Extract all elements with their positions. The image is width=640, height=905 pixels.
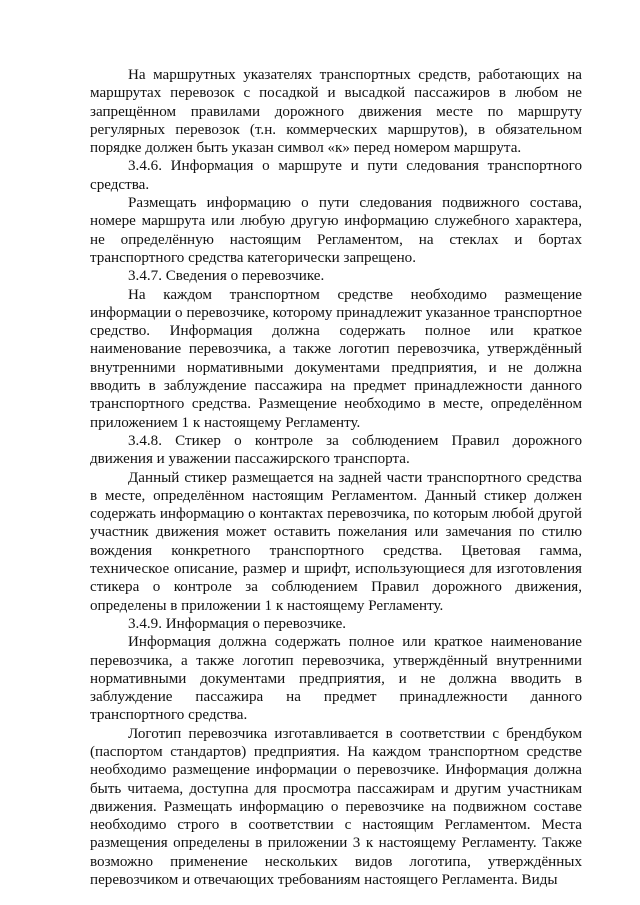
paragraph-commercial-routes-symbol: На маршрутных указателях транспортных средств, работающих на маршрутах перевозок с посадкой и высадкой пассажиров в любом не запрещённом правилами дорожного движения месте по маршруту регулярных перевозок (т.н. коммерческих маршрутов), в обязательном порядке должен быть указан символ «к» перед номером маршрута. (90, 67, 582, 157)
section-heading-3-4-9: 3.4.9. Информация о перевозчике. (128, 615, 347, 632)
section-heading-3-4-8: 3.4.8. Стикер о контроле за соблюдением Правил дорожного движения и уважении пассажирского транспорта. (90, 432, 582, 468)
paragraph-carrier-logo: Логотип перевозчика изготавливается в соответствии с брендбуком (паспортом стандартов) предприятия. На каждом транспортном средстве необходимо размещение информации о перевозчике. Информация должна быть читаема, доступна для просмотра пассажирам и другим участникам движения. Размещать информацию о перевозчике на подвижном составе необходимо строго в соответствии с настоящим Регламентом. Места размещения определены в приложении 3 к настоящему Регламенту. Также возможно применение нескольких видов логотипа, утверждённых перевозчиком и отвечающих требованиям настоящего Регламента. Виды (90, 725, 582, 889)
paragraph-route-info-prohibition: Размещать информацию о пути следования подвижного состава, номере маршрута или любую другую информацию служебного характера, не определённую настоящим Регламентом, на стеклах и бортах транспортного средства категорически запрещено. (90, 195, 582, 266)
paragraph-carrier-info-placement: На каждом транспортном средстве необходимо размещение информации о перевозчике, которому принадлежит указанное транспортное средство. Информация должна содержать полное или краткое наименование перевозчика, а также логотип перевозчика, утверждённый внутренними нормативными документами предприятия, и не должна вводить в заблуждение пассажира на предмет принадлежности данного транспортного средства. Размещение необходимо в месте, определённом приложением 1 к настоящему Регламенту. (90, 286, 582, 431)
section-heading-3-4-7: 3.4.7. Сведения о перевозчике. (128, 268, 325, 285)
paragraph-carrier-info-content: Информация должна содержать полное или краткое наименование перевозчика, а также логотип перевозчика, утверждённый внутренними нормативными документами предприятия, и не должна вводить в заблуждение пассажира на предмет принадлежности данного транспортного средства. (90, 634, 582, 724)
section-heading-3-4-6: 3.4.6. Информация о маршруте и пути следования транспортного средства. (90, 158, 582, 193)
paragraph-sticker-description: Данный стикер размещается на задней части транспортного средства в месте, определённом настоящим Регламентом. Данный стикер должен содержать информацию о контактах перевозчика, по которым любой другой участник движения может оставить пожелания или замечания по стилю вождения конкретного транспортного средства. Цветовая гамма, техническое описание, размер и шрифт, использующиеся для изготовления стикера о контроле за соблюдением Правил дорожного движения, определены в приложении 1 к настоящему Регламенту. (90, 469, 582, 614)
